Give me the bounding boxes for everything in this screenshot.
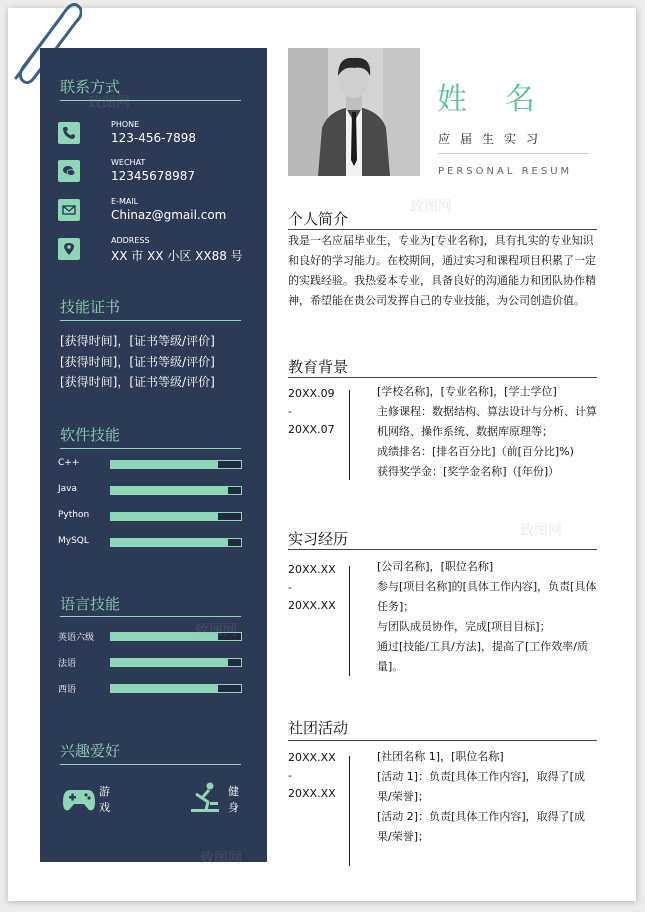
- club-date-start: 20XX.XX: [288, 751, 336, 764]
- timeline-line: [349, 756, 350, 866]
- contact-label: E-MAIL: [111, 197, 139, 206]
- fitness-icon: [188, 780, 222, 814]
- software-bar-fill: [111, 513, 218, 520]
- divider: [60, 764, 241, 765]
- club-date-sep: -: [288, 769, 292, 782]
- resume-name: 姓名: [437, 82, 573, 117]
- software-bar: [110, 460, 242, 469]
- internship-line: 参与[项目名称]的[具体工作内容]，负责[具体任务]；: [377, 580, 597, 613]
- languages-bar: [110, 684, 242, 693]
- education-line: 获得奖学金：[奖学金名称]（[年份]）: [377, 465, 560, 478]
- internship-line: 与团队成员协作，完成[项目目标]；: [377, 620, 551, 633]
- phone-icon: [58, 122, 80, 144]
- education-title: 教育背景: [288, 358, 349, 376]
- software-title: 软件技能: [60, 426, 121, 444]
- language-title: 语言技能: [60, 595, 121, 613]
- contact-address: [58, 236, 258, 266]
- club-line: [活动 2]：负责[具体工作内容]，取得了[成果/荣誉]；: [377, 810, 585, 843]
- contact-value: XX 市 XX 小区 XX88 号: [111, 249, 243, 263]
- resume-subtitle: 应届生实习: [438, 132, 549, 146]
- divider: [60, 448, 241, 449]
- software-row: [58, 536, 248, 550]
- hobby-title: 兴趣爱好: [60, 742, 121, 760]
- education-line: 成绩排名：[排名百分比]（前[百分比]%): [377, 445, 574, 458]
- contact-label: WECHAT: [111, 158, 146, 167]
- software-bar: [110, 538, 242, 547]
- software-row: [58, 510, 248, 524]
- gamepad-icon: [62, 784, 96, 814]
- watermark: 致图网: [195, 623, 237, 639]
- contact-wechat: [58, 158, 258, 188]
- languages-name: 法语: [58, 659, 77, 669]
- divider: [288, 377, 597, 378]
- club-line: [活动 1]：负责[具体工作内容]，取得了[成果/荣誉]；: [377, 770, 585, 803]
- divider: [60, 320, 241, 321]
- profile-text: 我是一名应届毕业生，专业为[专业名称]，具有扎实的专业知识和良好的学习能力。在校期间，通过实习和课程项目积累了一定的实践经验。我热爱本专业，具备良好的沟通能力和团队协作精神，希望能在贵公司发挥自己的专业技能，为公司创造价值。: [288, 234, 596, 307]
- divider: [288, 549, 597, 550]
- contact-phone: [58, 120, 258, 150]
- contact-label: PHONE: [111, 120, 140, 129]
- software-name: MySQL: [58, 536, 89, 546]
- languages-name: 西语: [58, 685, 77, 695]
- contact-email: [58, 197, 258, 227]
- education-line: [学校名称]，[专业名称]，[学士学位]: [377, 385, 557, 398]
- internship-line: 通过[技能/工具/方法]，提高了[工作效率/质量]。: [377, 640, 588, 673]
- club-line: [社团名称 1]，[职位名称]: [377, 750, 504, 763]
- divider: [288, 229, 597, 230]
- software-row: [58, 458, 248, 472]
- wechat-icon: [58, 160, 80, 182]
- cert-item: [获得时间]，[证书等级/评价]: [60, 355, 215, 369]
- divider: [60, 616, 241, 617]
- software-bar-fill: [111, 539, 228, 546]
- profile-photo: [288, 48, 420, 176]
- profile-title: 个人简介: [288, 210, 349, 228]
- education-line: 主修课程：数据结构、算法设计与分析、计算机网络、操作系统、数据库原理等；: [377, 405, 597, 438]
- timeline-line: [349, 390, 350, 480]
- contact-label: ADDRESS: [111, 236, 150, 245]
- personal-resume-label: PERSONAL RESUM: [438, 166, 573, 177]
- cert-item: [获得时间]，[证书等级/评价]: [60, 375, 215, 389]
- divider: [438, 153, 588, 154]
- languages-bar: [110, 632, 242, 641]
- education-date-sep: -: [288, 405, 292, 418]
- timeline-line: [349, 566, 350, 676]
- software-name: C++: [58, 458, 80, 468]
- cert-item: [获得时间]，[证书等级/评价]: [60, 334, 215, 348]
- internship-line: [公司名称]，[职位名称]: [377, 560, 494, 573]
- software-row: [58, 484, 248, 498]
- watermark: 致图网: [410, 199, 452, 215]
- sidebar: [40, 48, 267, 862]
- languages-row: [58, 682, 248, 696]
- internship-date-start: 20XX.XX: [288, 563, 336, 576]
- contact-value: 12345678987: [111, 169, 195, 183]
- languages-bar-fill: [111, 633, 218, 640]
- software-name: Python: [58, 510, 90, 520]
- hobby-label: 游戏: [99, 785, 110, 814]
- internship-entry: [377, 557, 599, 677]
- email-icon: [58, 199, 80, 221]
- contact-title: 联系方式: [60, 78, 121, 96]
- watermark: 致图网: [520, 523, 562, 539]
- software-bar-fill: [111, 461, 218, 468]
- education-date-start: 20XX.09: [288, 387, 335, 400]
- divider: [60, 100, 241, 101]
- languages-row: [58, 656, 248, 670]
- watermark: 致图网: [88, 95, 130, 111]
- education-date-end: 20XX.07: [288, 423, 335, 436]
- contact-value: Chinaz@gmail.com: [111, 208, 227, 222]
- club-date-end: 20XX.XX: [288, 787, 336, 800]
- languages-bar-fill: [111, 659, 228, 666]
- watermark: 致图网: [200, 851, 242, 867]
- software-bar-fill: [111, 487, 228, 494]
- internship-title: 实习经历: [288, 530, 349, 548]
- software-name: Java: [58, 484, 78, 494]
- club-entry: [377, 747, 599, 847]
- contact-value: 123-456-7898: [111, 131, 197, 145]
- languages-name: 英语六级: [58, 633, 95, 643]
- cert-title: 技能证书: [60, 298, 121, 316]
- location-icon: [58, 238, 80, 260]
- club-title: 社团活动: [288, 719, 349, 737]
- internship-date-end: 20XX.XX: [288, 599, 336, 612]
- internship-date-sep: -: [288, 581, 292, 594]
- hobby-label: 健身: [228, 785, 239, 814]
- software-bar: [110, 512, 242, 521]
- divider: [288, 740, 597, 741]
- education-entry: [377, 382, 599, 482]
- languages-row: [58, 630, 248, 644]
- software-bar: [110, 486, 242, 495]
- languages-bar: [110, 658, 242, 667]
- languages-bar-fill: [111, 685, 218, 692]
